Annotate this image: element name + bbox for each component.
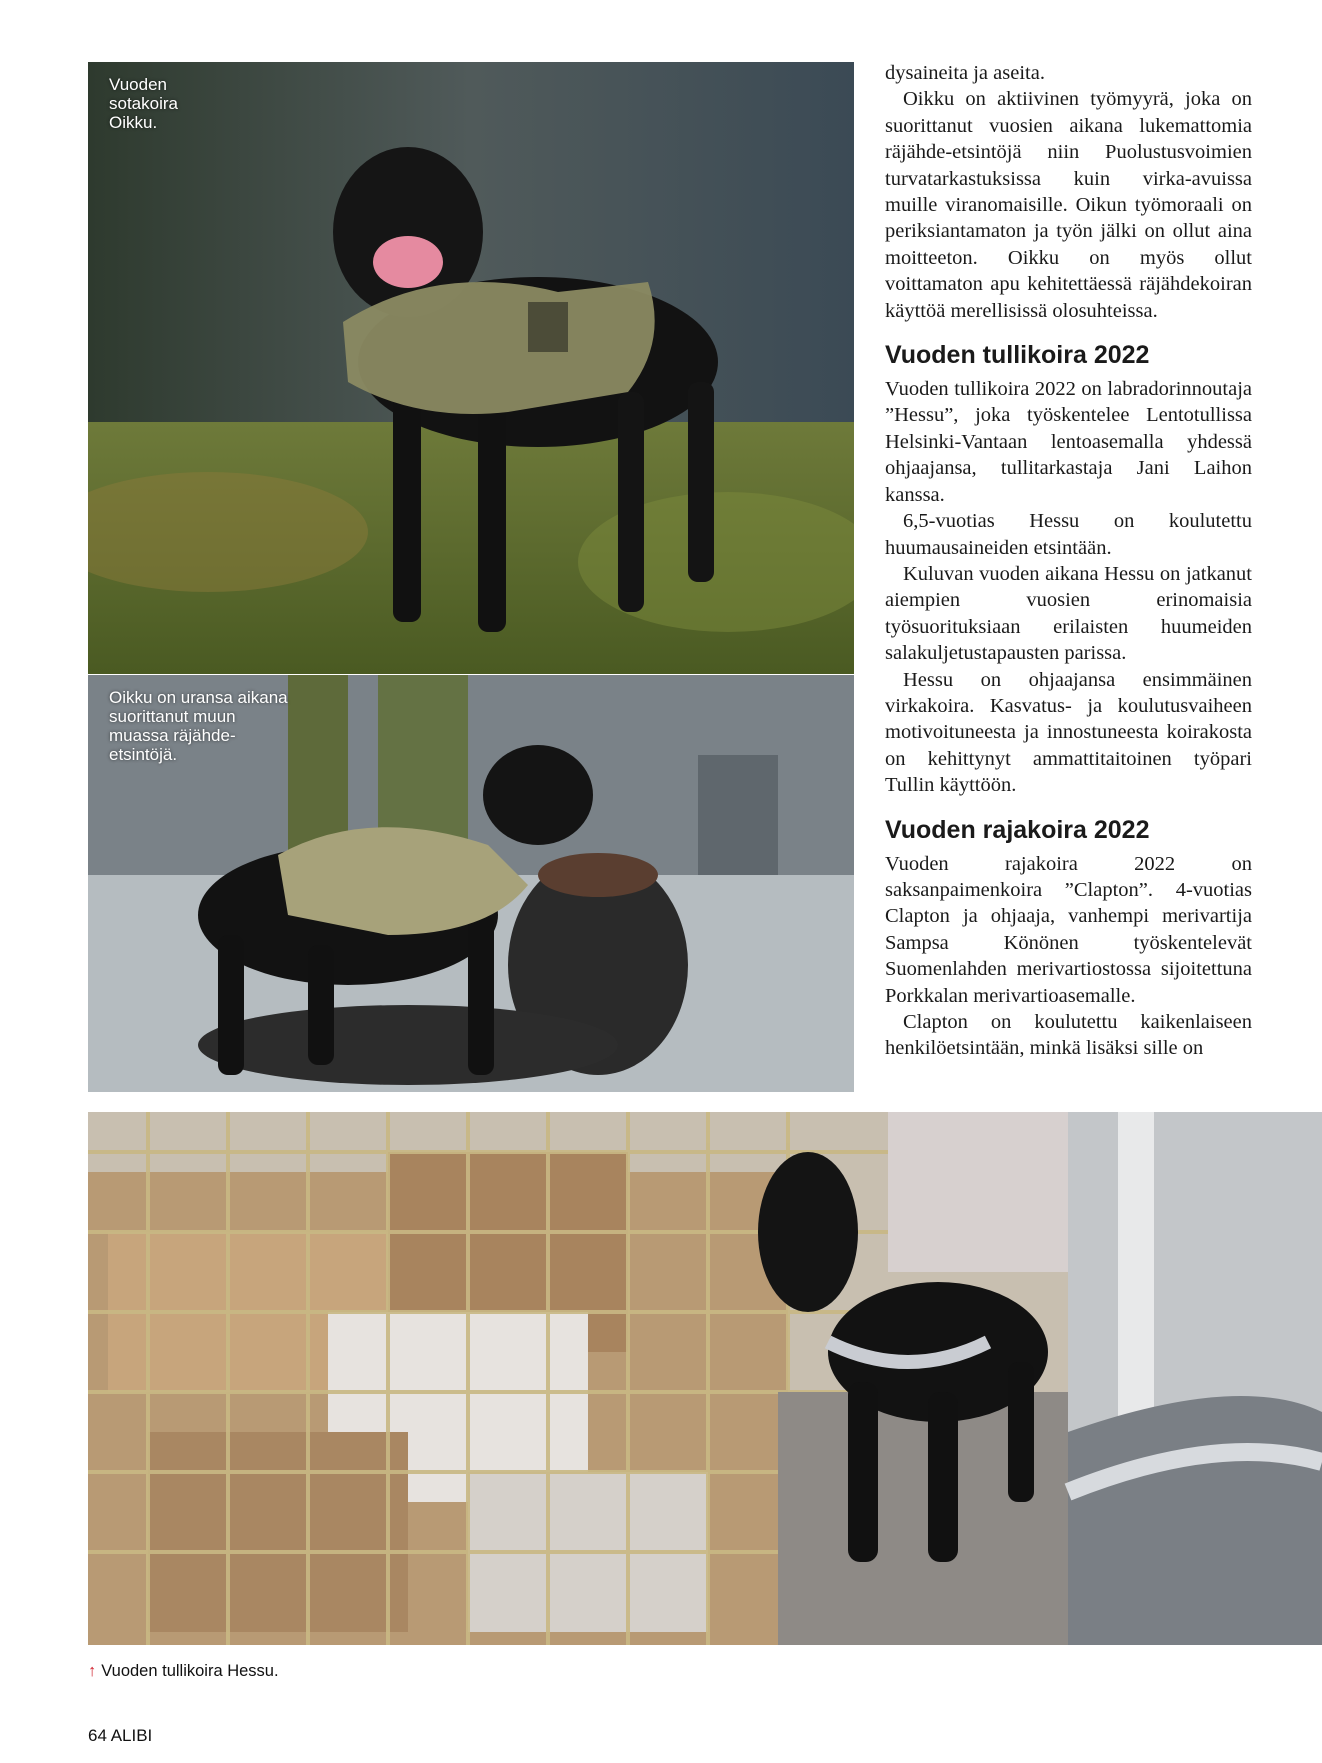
photo-caption-oikku: Vuoden sotakoira Oikku. [109,75,178,132]
article-paragraph: Kuluvan vuoden aikana Hessu on jatkanut aiempien vuosien erinomaisia työsuorituksiaan erilaisten huumeiden salakuljetustapausten parissa. [885,562,1252,665]
article-paragraph: Hessu on ohjaajansa ensimmäinen virkakoira. Kasvatus- ja koulutusvaiheen motivoituneesta ja innostuneesta koirakosta on kehittynyt ammattitaitoinen työpari Tullin käyttöön. [885,668,1252,797]
article-paragraph: Clapton on koulutettu kaikenlaiseen henkilöetsintään, minkä lisäksi sille on [885,1011,1252,1060]
section-heading-border-dog: Vuoden rajakoira 2022 [885,815,1150,844]
article-paragraph: 6,5-vuotias Hessu on koulutettu huumausaineiden etsintään. [885,510,1252,559]
article-paragraph: Vuoden tullikoira 2022 on labradorinnoutaja ”Hessu”, joka työskentelee Lentotullissa Helsinki-Vantaan lentoasemalla yhdessä ohjaajansa, tullitarkastaja Jani Laihon kanssa. [885,378,1252,506]
article-paragraph: Vuoden rajakoira 2022 on saksanpaimenkoira ”Clapton”. 4-vuotias Clapton ja ohjaaja, vanhempi merivartija Sampsa Könönen työskentelevät Suomenlahden merivartiostossa sijoitettuna Porkkalan merivartioasemalle. [885,852,1252,1007]
page-folio: 64 ALIBI [88,1726,153,1745]
photo-military-dog-oikku [88,62,854,674]
photo-caption-bollard: Oikku on uransa aikana suorittanut muun muassa räjähde-etsintöjä. [109,688,288,764]
article-paragraph: Oikku on aktiivinen työmyyrä, joka on suorittanut vuosien aikana lukemattomia räjähde-etsintöjä niin Puolustusvoimien turvatarkastuksissa kuin virka-avuissa muille viranomaisille. Oikun työmoraali on periksiantamaton ja työn jälki on ollut aina moitteeton. Oikku on myös ollut voittamaton apu kehitettäessä räjähdekoiran käyttöä merellisissä olosuhteissa. [885,88,1252,322]
article-paragraph: dysaineita ja aseita. [885,62,1045,84]
photo-caption-hessu [88,1662,279,1681]
article-column [885,60,1252,1062]
photo-customs-dog-hessu [88,1112,1322,1645]
arrow-up-icon: ↑ [88,1662,97,1680]
caption-text: Vuoden tullikoira Hessu. [101,1662,279,1680]
section-heading-customs-dog: Vuoden tullikoira 2022 [885,341,1150,370]
